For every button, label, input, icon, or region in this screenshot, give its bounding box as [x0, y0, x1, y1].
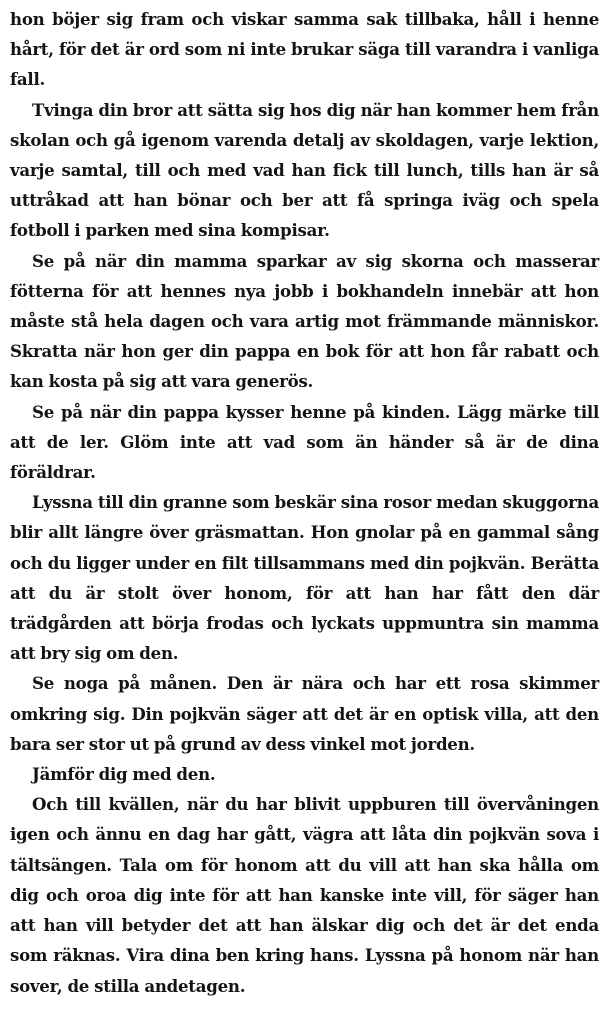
paragraph-1: hon böjer sig fram och viskar samma sak tillbaka, håll i henne hårt, för det är ord som ni inte brukar säga till varandra i vanliga fall. [10, 9, 599, 90]
paragraph-2: Tvinga din bror att sätta sig hos dig när han kommer hem från skolan och gå igenom varenda detalj av skoldagen, varje lektion, varje samtal, till och med vad han fick till lunch, tills han är så uttråkad att han bönar och ber att få springa iväg och spela fotboll i parken med sina kompisar. [10, 99, 599, 241]
paragraph-3: Se på när din mamma sparkar av sig skorna och masserar fötterna för att hennes nya jobb i bokhandeln innebär att hon måste stå hela dagen och vara artig mot främmande människor. Skratta när hon ger din pappa en bok för att hon får rabatt och kan kosta på sig att vara generös. [10, 250, 599, 392]
paragraph-8: Och till kvällen, när du har blivit uppburen till övervåningen igen och ännu en dag har gått, vägra att låta din pojkvän sova i tältsängen. Tala om för honom att du vill att han ska hålla om dig och oroa dig inte för att han kanske inte vill, för säger han att han vill betyder det att han älskar dig och det är det enda som räknas. Vira dina ben kring hans. Lyssna på honom när han sover, de stilla andetagen. [10, 794, 599, 996]
paragraph-7: Jämför dig med den. [32, 764, 216, 785]
paragraph-5: Lyssna till din granne som beskär sina rosor medan skuggorna blir allt längre över gräsmattan. Hon gnolar på en gammal sång och du ligger under en filt tillsammans med din pojkvän. Berätta att du är stolt över honom, för att han har fått den där trädgården att börja frodas och lyckats uppmuntra sin mamma att bry sig om den. [10, 492, 599, 664]
paragraph-6: Se noga på månen. Den är nära och har ett rosa skimmer omkring sig. Din pojkvän säger att det är en optisk villa, att den bara ser stor ut på grund av dess vinkel mot jorden. [10, 673, 599, 754]
paragraph-4: Se på när din pappa kysser henne på kinden. Lägg märke till att de ler. Glöm inte att vad som än händer så är de dina föräldrar. [10, 401, 599, 483]
